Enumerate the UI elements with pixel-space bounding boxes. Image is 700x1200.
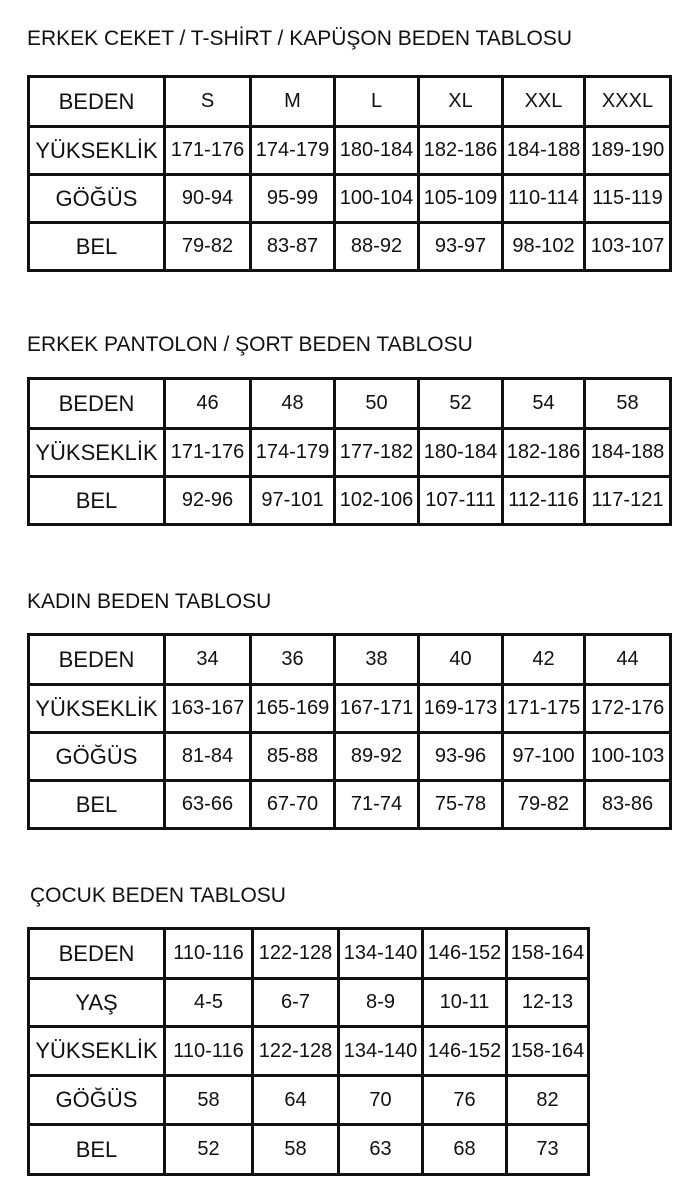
table-row bbox=[29, 1125, 589, 1175]
size-cell: 163-167 bbox=[165, 685, 251, 733]
size-cell: 115-119 bbox=[585, 175, 671, 223]
size-cell: M bbox=[251, 77, 335, 127]
size-cell: 52 bbox=[419, 379, 503, 429]
size-cell: 88-92 bbox=[335, 223, 419, 271]
size-cell: 105-109 bbox=[419, 175, 503, 223]
size-cell: 75-78 bbox=[419, 781, 503, 829]
size-cell: 79-82 bbox=[165, 223, 251, 271]
size-cell: 171-176 bbox=[165, 429, 251, 477]
table-row bbox=[29, 733, 671, 781]
size-cell: 36 bbox=[251, 635, 335, 685]
size-cell: 112-116 bbox=[503, 477, 585, 525]
size-cell: 182-186 bbox=[503, 429, 585, 477]
size-cell: 64 bbox=[253, 1076, 339, 1125]
size-cell: 81-84 bbox=[165, 733, 251, 781]
size-cell: 158-164 bbox=[507, 1027, 589, 1076]
size-cell: 40 bbox=[419, 635, 503, 685]
row-label: BEDEN bbox=[29, 77, 165, 127]
size-cell: 82 bbox=[507, 1076, 589, 1125]
row-label: BEL bbox=[29, 223, 165, 271]
section-title-men-jacket: ERKEK CEKET / T-SHİRT / KAPÜŞON BEDEN TABLOSU bbox=[27, 27, 572, 50]
row-label: YÜKSEKLİK bbox=[29, 685, 165, 733]
row-label: BEDEN bbox=[29, 635, 165, 685]
size-cell: 63-66 bbox=[165, 781, 251, 829]
size-cell: 122-128 bbox=[253, 929, 339, 979]
size-cell: 79-82 bbox=[503, 781, 585, 829]
size-cell: 58 bbox=[585, 379, 671, 429]
size-cell: 4-5 bbox=[165, 979, 253, 1027]
size-cell: 134-140 bbox=[339, 1027, 423, 1076]
size-cell: 171-176 bbox=[165, 127, 251, 175]
size-cell: 83-86 bbox=[585, 781, 671, 829]
size-cell: 172-176 bbox=[585, 685, 671, 733]
size-cell: 97-100 bbox=[503, 733, 585, 781]
table-row bbox=[29, 223, 671, 271]
size-cell: 98-102 bbox=[503, 223, 585, 271]
size-cell: 8-9 bbox=[339, 979, 423, 1027]
women-size-table bbox=[27, 633, 672, 830]
size-cell: 174-179 bbox=[251, 127, 335, 175]
size-cell: XXXL bbox=[585, 77, 671, 127]
table-row bbox=[29, 1076, 589, 1125]
size-cell: 167-171 bbox=[335, 685, 419, 733]
size-cell: 44 bbox=[585, 635, 671, 685]
row-label: GÖĞÜS bbox=[29, 175, 165, 223]
table-row bbox=[29, 685, 671, 733]
size-cell: 182-186 bbox=[419, 127, 503, 175]
size-cell: 110-116 bbox=[165, 929, 253, 979]
size-cell: 76 bbox=[423, 1076, 507, 1125]
size-cell: 34 bbox=[165, 635, 251, 685]
size-cell: 54 bbox=[503, 379, 585, 429]
row-label: BEDEN bbox=[29, 379, 165, 429]
size-cell: 93-97 bbox=[419, 223, 503, 271]
size-cell: 110-114 bbox=[503, 175, 585, 223]
size-cell: 89-92 bbox=[335, 733, 419, 781]
size-cell: L bbox=[335, 77, 419, 127]
table-row bbox=[29, 979, 589, 1027]
size-cell: 177-182 bbox=[335, 429, 419, 477]
size-cell: 165-169 bbox=[251, 685, 335, 733]
size-cell: S bbox=[165, 77, 251, 127]
row-label: YÜKSEKLİK bbox=[29, 429, 165, 477]
size-cell: 92-96 bbox=[165, 477, 251, 525]
size-cell: 83-87 bbox=[251, 223, 335, 271]
size-cell: 90-94 bbox=[165, 175, 251, 223]
size-cell: 68 bbox=[423, 1125, 507, 1175]
size-cell: 97-101 bbox=[251, 477, 335, 525]
size-cell: 122-128 bbox=[253, 1027, 339, 1076]
size-cell: XL bbox=[419, 77, 503, 127]
size-cell: 10-11 bbox=[423, 979, 507, 1027]
size-cell: 58 bbox=[253, 1125, 339, 1175]
size-cell: 67-70 bbox=[251, 781, 335, 829]
size-cell: 146-152 bbox=[423, 929, 507, 979]
section-title-women: KADIN BEDEN TABLOSU bbox=[27, 590, 272, 613]
size-cell: 107-111 bbox=[419, 477, 503, 525]
size-cell: 93-96 bbox=[419, 733, 503, 781]
size-cell: 85-88 bbox=[251, 733, 335, 781]
section-title-men-trousers: ERKEK PANTOLON / ŞORT BEDEN TABLOSU bbox=[27, 333, 473, 356]
section-title-children: ÇOCUK BEDEN TABLOSU bbox=[30, 884, 286, 907]
size-cell: 146-152 bbox=[423, 1027, 507, 1076]
children-size-table bbox=[27, 927, 590, 1176]
size-cell: 70 bbox=[339, 1076, 423, 1125]
size-cell: 100-103 bbox=[585, 733, 671, 781]
size-cell: 134-140 bbox=[339, 929, 423, 979]
size-cell: 184-188 bbox=[503, 127, 585, 175]
size-cell: 117-121 bbox=[585, 477, 671, 525]
size-cell: 6-7 bbox=[253, 979, 339, 1027]
table-row bbox=[29, 635, 671, 685]
table-row bbox=[29, 477, 671, 525]
size-cell: 180-184 bbox=[419, 429, 503, 477]
row-label: YAŞ bbox=[29, 979, 165, 1027]
size-cell: 103-107 bbox=[585, 223, 671, 271]
size-cell: 58 bbox=[165, 1076, 253, 1125]
table-row bbox=[29, 379, 671, 429]
size-cell: 63 bbox=[339, 1125, 423, 1175]
size-cell: 184-188 bbox=[585, 429, 671, 477]
row-label: GÖĞÜS bbox=[29, 733, 165, 781]
size-cell: 71-74 bbox=[335, 781, 419, 829]
row-label: BEL bbox=[29, 781, 165, 829]
row-label: YÜKSEKLİK bbox=[29, 127, 165, 175]
size-cell: 38 bbox=[335, 635, 419, 685]
table-row bbox=[29, 77, 671, 127]
row-label: BEDEN bbox=[29, 929, 165, 979]
size-cell: 50 bbox=[335, 379, 419, 429]
size-cell: 102-106 bbox=[335, 477, 419, 525]
size-cell: 12-13 bbox=[507, 979, 589, 1027]
size-cell: 42 bbox=[503, 635, 585, 685]
size-cell: 180-184 bbox=[335, 127, 419, 175]
size-cell: 52 bbox=[165, 1125, 253, 1175]
row-label: GÖĞÜS bbox=[29, 1076, 165, 1125]
table-row bbox=[29, 781, 671, 829]
size-cell: 169-173 bbox=[419, 685, 503, 733]
size-cell: 174-179 bbox=[251, 429, 335, 477]
size-cell: XXL bbox=[503, 77, 585, 127]
table-row bbox=[29, 429, 671, 477]
size-cell: 158-164 bbox=[507, 929, 589, 979]
row-label: YÜKSEKLİK bbox=[29, 1027, 165, 1076]
size-cell: 46 bbox=[165, 379, 251, 429]
men-trousers-size-table bbox=[27, 377, 672, 526]
size-cell: 171-175 bbox=[503, 685, 585, 733]
size-cell: 73 bbox=[507, 1125, 589, 1175]
table-row bbox=[29, 1027, 589, 1076]
size-cell: 100-104 bbox=[335, 175, 419, 223]
men-jacket-size-table bbox=[27, 75, 672, 272]
size-cell: 95-99 bbox=[251, 175, 335, 223]
row-label: BEL bbox=[29, 477, 165, 525]
size-cell: 189-190 bbox=[585, 127, 671, 175]
table-row bbox=[29, 175, 671, 223]
table-row bbox=[29, 929, 589, 979]
row-label: BEL bbox=[29, 1125, 165, 1175]
size-cell: 110-116 bbox=[165, 1027, 253, 1076]
table-row bbox=[29, 127, 671, 175]
size-cell: 48 bbox=[251, 379, 335, 429]
